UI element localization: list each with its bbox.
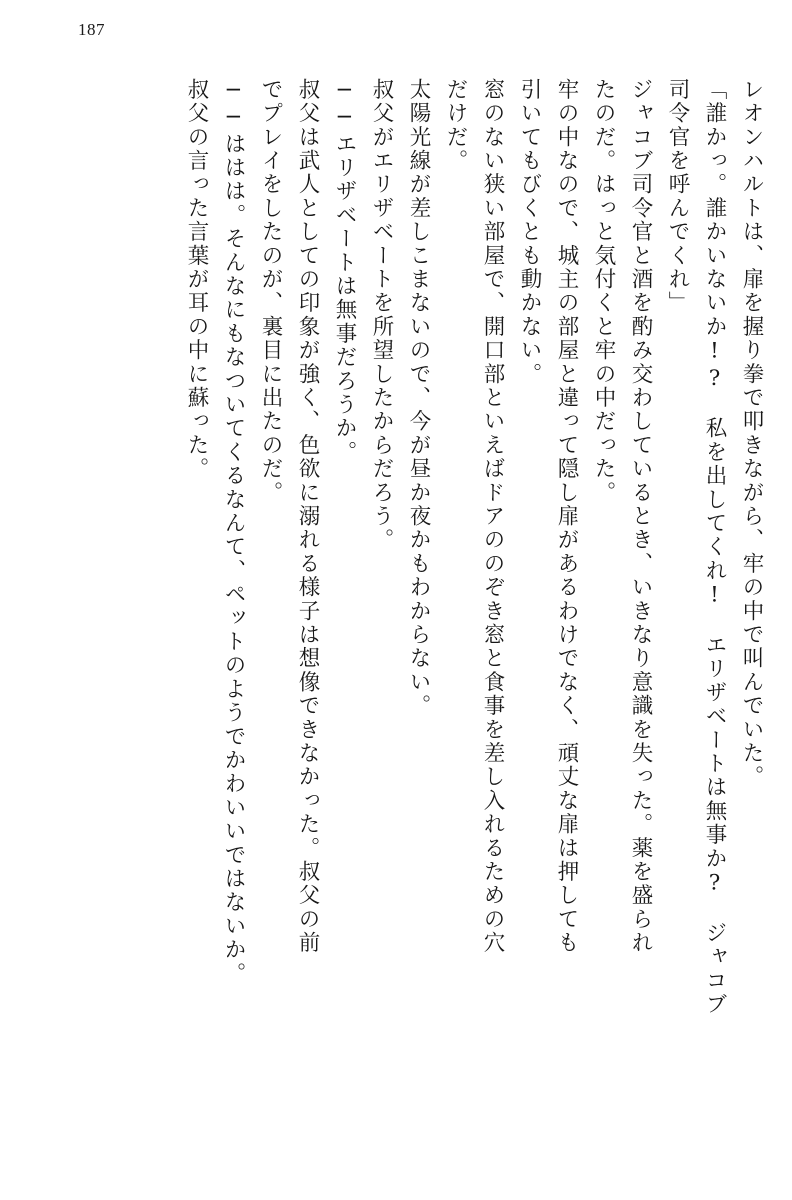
text-line: 司令官を呼んでくれ」 bbox=[665, 78, 690, 315]
text-line: ジャコブ司令官と酒を酌み交わしているとき、いきなり意識を失った。薬を盛られ bbox=[628, 78, 653, 955]
text-line: 太陽光線が差しこまないので、今が昼か夜かもわからない。 bbox=[406, 78, 431, 718]
text-line: ──ははは。そんなにもなついてくるなんて、ペットのようでかわいいではないか。 bbox=[221, 78, 246, 986]
page-number: 187 bbox=[78, 20, 105, 39]
text-line: 叔父がエリザベートを所望したからだろう。 bbox=[369, 78, 394, 552]
text-line: ──エリザベートは無事だろうか。 bbox=[332, 78, 357, 465]
text-line: 叔父の言った言葉が耳の中に蘇った。 bbox=[184, 78, 209, 481]
text-line: レオンハルトは、扉を握り拳で叩きながら、牢の中で叫んでいた。 bbox=[739, 78, 764, 790]
page-body-text bbox=[28, 78, 762, 1178]
text-line: 「誰かっ。誰かいないか!? 私を出してくれ! エリザベートは無事か? ジャコブ bbox=[702, 78, 727, 1017]
text-line: 引いてもびくとも動かない。 bbox=[517, 78, 542, 387]
text-line: 牢の中なので、城主の部屋と違って隠し扉があるわけでなく、頑丈な扉は押しても bbox=[554, 78, 579, 955]
text-line: 窓のない狭い部屋で、開口部といえばドアののぞき窓と食事を差し入れるための穴 bbox=[480, 78, 505, 955]
text-line: だけだ。 bbox=[443, 78, 468, 173]
text-line: 叔父は武人としての印象が強く、色欲に溺れる様子は想像できなかった。叔父の前 bbox=[295, 78, 320, 955]
text-line: でプレイをしたのが、裏目に出たのだ。 bbox=[258, 78, 283, 505]
text-line: たのだ。はっと気付くと牢の中だった。 bbox=[591, 78, 616, 505]
